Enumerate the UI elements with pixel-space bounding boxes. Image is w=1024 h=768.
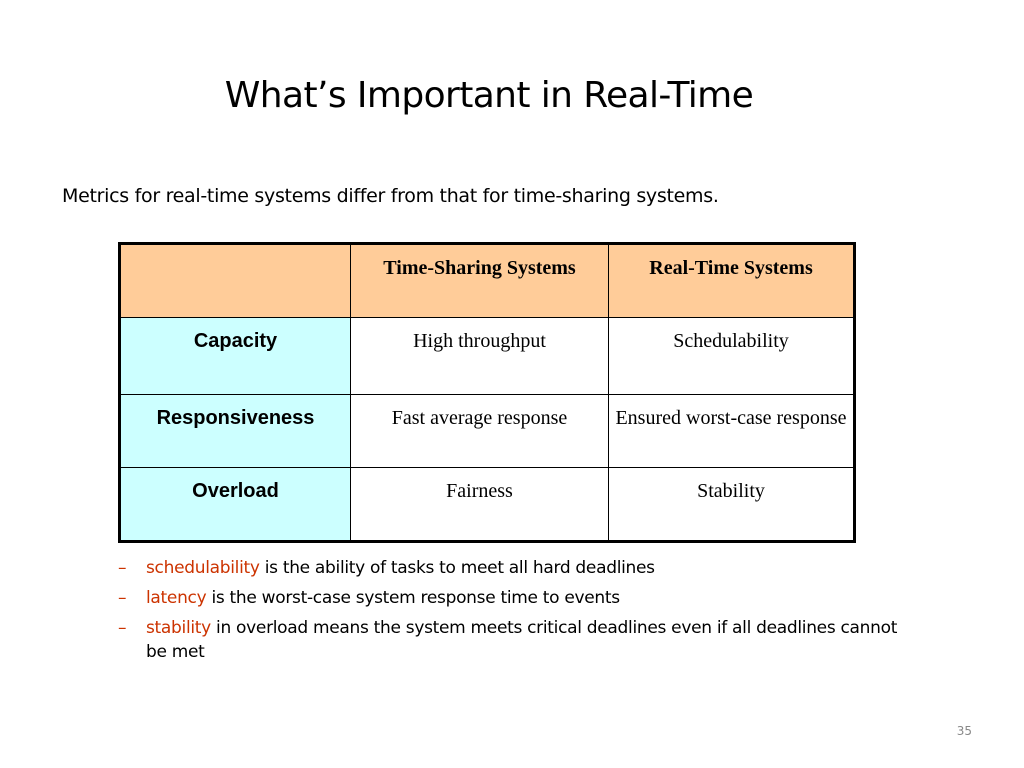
cell-overload-time-sharing: Fairness xyxy=(351,468,609,542)
cell-responsiveness-time-sharing: Fast average response xyxy=(351,395,609,468)
table-row xyxy=(120,318,855,395)
table-header-empty xyxy=(120,244,351,318)
cell-capacity-time-sharing: High throughput xyxy=(351,318,609,395)
definition-schedulability: is the ability of tasks to meet all hard deadlines xyxy=(259,558,655,578)
table-header-real-time: Real-Time Systems xyxy=(609,244,855,318)
definition-list xyxy=(118,556,918,670)
slide-subtitle: Metrics for real-time systems differ from that for time-sharing systems. xyxy=(62,185,719,207)
slide-title: What’s Important in Real-Time xyxy=(224,75,754,116)
term-stability: stability xyxy=(146,618,211,638)
list-item xyxy=(118,586,918,610)
definition-stability: in overload means the system meets critical deadlines even if all deadlines cannot be met xyxy=(146,618,898,662)
metrics-comparison-table xyxy=(118,242,856,543)
row-label-capacity: Capacity xyxy=(120,318,351,395)
cell-responsiveness-real-time: Ensured worst-case response xyxy=(609,395,855,468)
list-item xyxy=(118,616,918,664)
table-header-row xyxy=(120,244,855,318)
definition-latency: is the worst-case system response time to events xyxy=(206,588,620,608)
table-row xyxy=(120,395,855,468)
table-row xyxy=(120,468,855,542)
dash-bullet-marker: – xyxy=(118,618,127,638)
row-label-responsiveness: Responsiveness xyxy=(120,395,351,468)
list-item xyxy=(118,556,918,580)
cell-overload-real-time: Stability xyxy=(609,468,855,542)
dash-bullet-marker: – xyxy=(118,558,127,578)
page-number: 35 xyxy=(956,724,972,738)
row-label-overload: Overload xyxy=(120,468,351,542)
dash-bullet-marker: – xyxy=(118,588,127,608)
term-latency: latency xyxy=(146,588,207,608)
term-schedulability: schedulability xyxy=(146,558,260,578)
table-header-time-sharing: Time-Sharing Systems xyxy=(351,244,609,318)
cell-capacity-real-time: Schedulability xyxy=(609,318,855,395)
